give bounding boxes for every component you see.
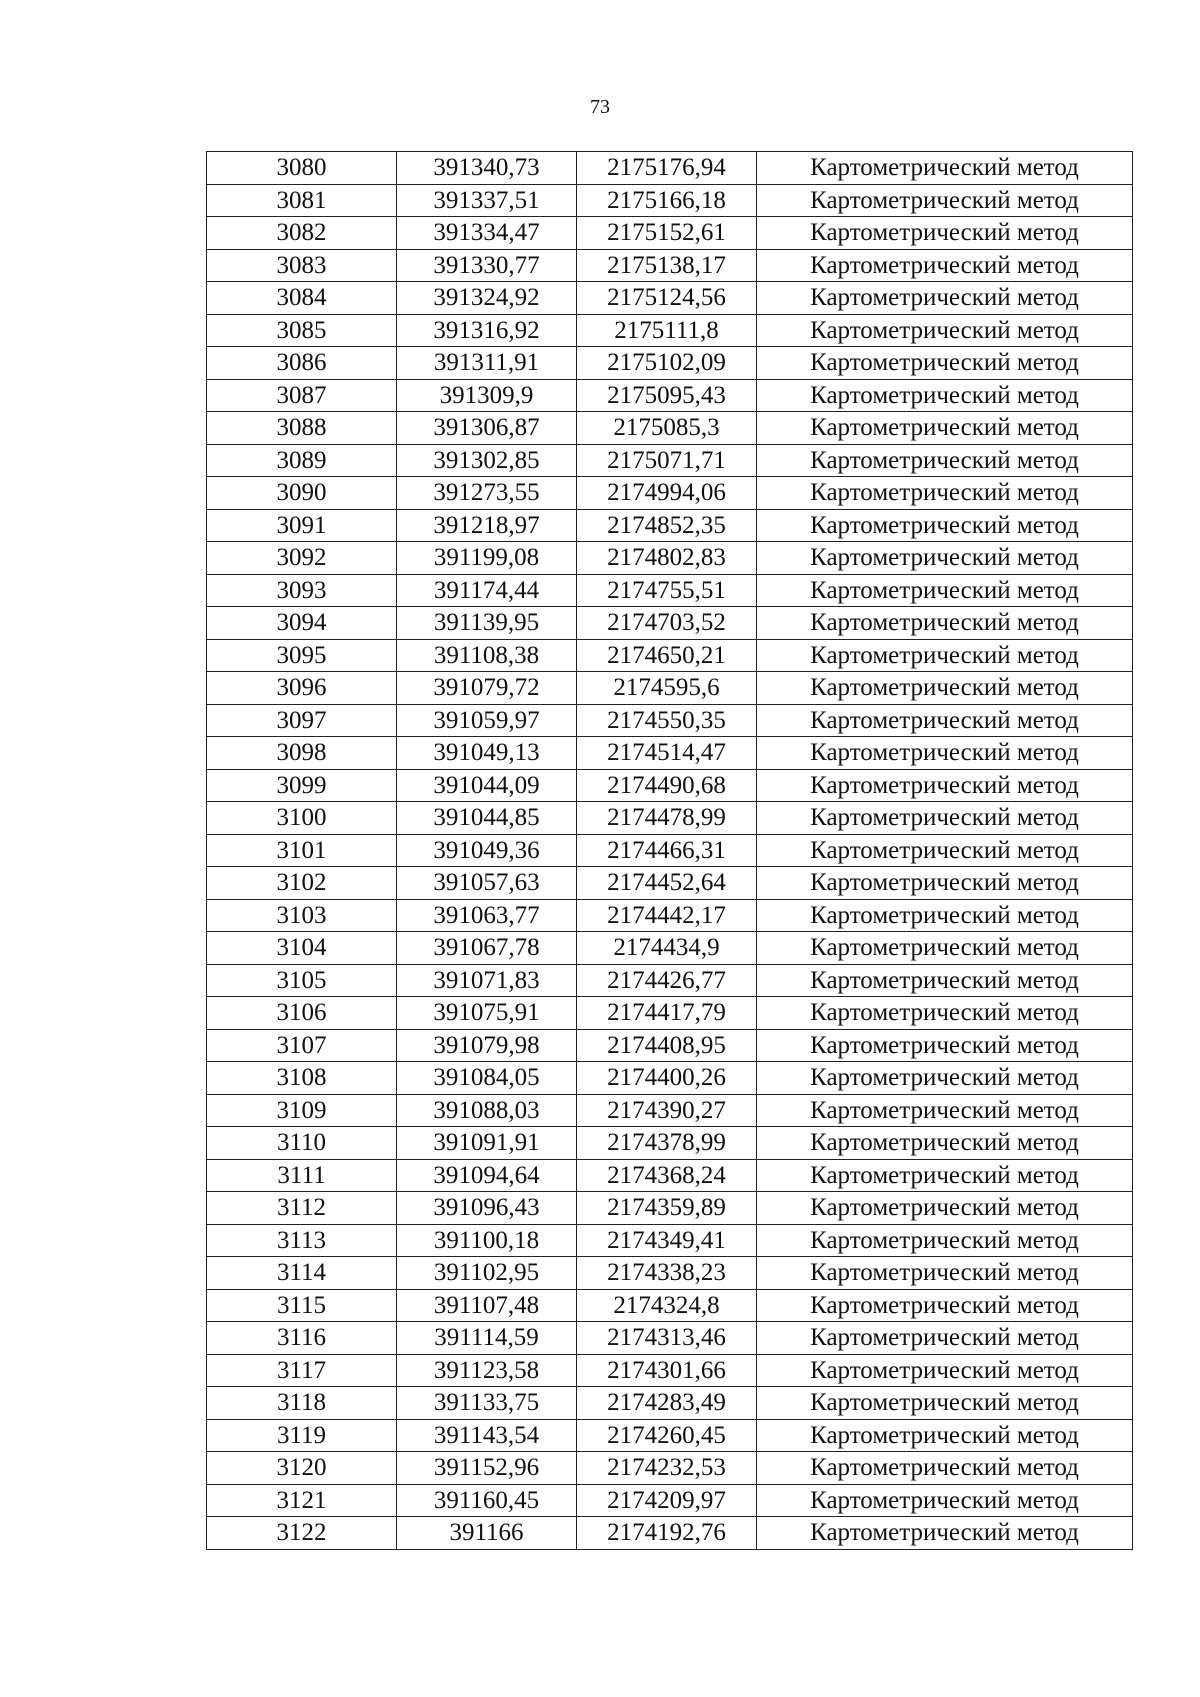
method-cell: Картометрический метод (757, 1094, 1133, 1127)
point-number-cell: 3116 (207, 1322, 397, 1355)
point-number-cell: 3099 (207, 769, 397, 802)
table-row (207, 1354, 1133, 1387)
point-number-cell: 3110 (207, 1127, 397, 1160)
point-number-cell: 3121 (207, 1484, 397, 1517)
y-coordinate-cell: 2174426,77 (577, 964, 757, 997)
method-cell: Картометрический метод (757, 1127, 1133, 1160)
method-cell: Картометрический метод (757, 1257, 1133, 1290)
method-cell: Картометрический метод (757, 1192, 1133, 1225)
y-coordinate-cell: 2174209,97 (577, 1484, 757, 1517)
x-coordinate-cell: 391139,95 (397, 607, 577, 640)
method-cell: Картометрический метод (757, 1354, 1133, 1387)
y-coordinate-cell: 2174466,31 (577, 834, 757, 867)
method-cell: Картометрический метод (757, 834, 1133, 867)
x-coordinate-cell: 391079,98 (397, 1029, 577, 1062)
table-row (207, 1257, 1133, 1290)
y-coordinate-cell: 2175124,56 (577, 282, 757, 315)
x-coordinate-cell: 391100,18 (397, 1224, 577, 1257)
x-coordinate-cell: 391340,73 (397, 152, 577, 185)
x-coordinate-cell: 391309,9 (397, 379, 577, 412)
method-cell: Картометрический метод (757, 607, 1133, 640)
y-coordinate-cell: 2174338,23 (577, 1257, 757, 1290)
point-number-cell: 3097 (207, 704, 397, 737)
y-coordinate-cell: 2174478,99 (577, 802, 757, 835)
method-cell: Картометрический метод (757, 672, 1133, 705)
y-coordinate-cell: 2174802,83 (577, 542, 757, 575)
point-number-cell: 3108 (207, 1062, 397, 1095)
y-coordinate-cell: 2175166,18 (577, 184, 757, 217)
table-row (207, 1127, 1133, 1160)
point-number-cell: 3106 (207, 997, 397, 1030)
table-row (207, 314, 1133, 347)
point-number-cell: 3096 (207, 672, 397, 705)
y-coordinate-cell: 2174490,68 (577, 769, 757, 802)
method-cell: Картометрический метод (757, 282, 1133, 315)
point-number-cell: 3093 (207, 574, 397, 607)
x-coordinate-cell: 391152,96 (397, 1452, 577, 1485)
method-cell: Картометрический метод (757, 1062, 1133, 1095)
method-cell: Картометрический метод (757, 639, 1133, 672)
point-number-cell: 3094 (207, 607, 397, 640)
point-number-cell: 3092 (207, 542, 397, 575)
x-coordinate-cell: 391049,13 (397, 737, 577, 770)
method-cell: Картометрический метод (757, 1159, 1133, 1192)
x-coordinate-cell: 391063,77 (397, 899, 577, 932)
method-cell: Картометрический метод (757, 379, 1133, 412)
point-number-cell: 3080 (207, 152, 397, 185)
point-number-cell: 3105 (207, 964, 397, 997)
y-coordinate-cell: 2175138,17 (577, 249, 757, 282)
y-coordinate-cell: 2174442,17 (577, 899, 757, 932)
method-cell: Картометрический метод (757, 1224, 1133, 1257)
y-coordinate-cell: 2174434,9 (577, 932, 757, 965)
x-coordinate-cell: 391059,97 (397, 704, 577, 737)
x-coordinate-cell: 391330,77 (397, 249, 577, 282)
table-row (207, 1224, 1133, 1257)
x-coordinate-cell: 391334,47 (397, 217, 577, 250)
point-number-cell: 3085 (207, 314, 397, 347)
x-coordinate-cell: 391160,45 (397, 1484, 577, 1517)
x-coordinate-cell: 391094,64 (397, 1159, 577, 1192)
table-row (207, 1419, 1133, 1452)
y-coordinate-cell: 2174368,24 (577, 1159, 757, 1192)
y-coordinate-cell: 2174313,46 (577, 1322, 757, 1355)
point-number-cell: 3086 (207, 347, 397, 380)
method-cell: Картометрический метод (757, 574, 1133, 607)
x-coordinate-cell: 391123,58 (397, 1354, 577, 1387)
method-cell: Картометрический метод (757, 802, 1133, 835)
table-row (207, 769, 1133, 802)
method-cell: Картометрический метод (757, 509, 1133, 542)
y-coordinate-cell: 2174852,35 (577, 509, 757, 542)
point-number-cell: 3103 (207, 899, 397, 932)
method-cell: Картометрический метод (757, 1322, 1133, 1355)
x-coordinate-cell: 391199,08 (397, 542, 577, 575)
x-coordinate-cell: 391075,91 (397, 997, 577, 1030)
point-number-cell: 3107 (207, 1029, 397, 1062)
point-number-cell: 3104 (207, 932, 397, 965)
y-coordinate-cell: 2174359,89 (577, 1192, 757, 1225)
x-coordinate-cell: 391174,44 (397, 574, 577, 607)
y-coordinate-cell: 2174390,27 (577, 1094, 757, 1127)
table-row (207, 152, 1133, 185)
table-row (207, 184, 1133, 217)
x-coordinate-cell: 391133,75 (397, 1387, 577, 1420)
table-row (207, 509, 1133, 542)
table-row (207, 282, 1133, 315)
y-coordinate-cell: 2174994,06 (577, 477, 757, 510)
table-row (207, 1517, 1133, 1550)
y-coordinate-cell: 2175102,09 (577, 347, 757, 380)
point-number-cell: 3098 (207, 737, 397, 770)
table-row (207, 477, 1133, 510)
point-number-cell: 3082 (207, 217, 397, 250)
method-cell: Картометрический метод (757, 997, 1133, 1030)
method-cell: Картометрический метод (757, 184, 1133, 217)
x-coordinate-cell: 391091,91 (397, 1127, 577, 1160)
y-coordinate-cell: 2175152,61 (577, 217, 757, 250)
x-coordinate-cell: 391107,48 (397, 1289, 577, 1322)
y-coordinate-cell: 2174349,41 (577, 1224, 757, 1257)
y-coordinate-cell: 2175095,43 (577, 379, 757, 412)
point-number-cell: 3122 (207, 1517, 397, 1550)
method-cell: Картометрический метод (757, 899, 1133, 932)
table-row (207, 899, 1133, 932)
y-coordinate-cell: 2174301,66 (577, 1354, 757, 1387)
table-row (207, 867, 1133, 900)
y-coordinate-cell: 2174550,35 (577, 704, 757, 737)
table-row (207, 249, 1133, 282)
x-coordinate-cell: 391108,38 (397, 639, 577, 672)
method-cell: Картометрический метод (757, 1289, 1133, 1322)
y-coordinate-cell: 2174260,45 (577, 1419, 757, 1452)
table-row (207, 217, 1133, 250)
table-row (207, 1192, 1133, 1225)
x-coordinate-cell: 391079,72 (397, 672, 577, 705)
point-number-cell: 3089 (207, 444, 397, 477)
x-coordinate-cell: 391302,85 (397, 444, 577, 477)
table-row (207, 704, 1133, 737)
y-coordinate-cell: 2174408,95 (577, 1029, 757, 1062)
x-coordinate-cell: 391096,43 (397, 1192, 577, 1225)
method-cell: Картометрический метод (757, 314, 1133, 347)
x-coordinate-cell: 391316,92 (397, 314, 577, 347)
y-coordinate-cell: 2174755,51 (577, 574, 757, 607)
method-cell: Картометрический метод (757, 1452, 1133, 1485)
table-row (207, 574, 1133, 607)
point-number-cell: 3112 (207, 1192, 397, 1225)
method-cell: Картометрический метод (757, 152, 1133, 185)
x-coordinate-cell: 391044,85 (397, 802, 577, 835)
table-row (207, 1452, 1133, 1485)
method-cell: Картометрический метод (757, 347, 1133, 380)
point-number-cell: 3101 (207, 834, 397, 867)
x-coordinate-cell: 391049,36 (397, 834, 577, 867)
table-row (207, 1387, 1133, 1420)
x-coordinate-cell: 391067,78 (397, 932, 577, 965)
method-cell: Картометрический метод (757, 217, 1133, 250)
table-row (207, 672, 1133, 705)
method-cell: Картометрический метод (757, 704, 1133, 737)
y-coordinate-cell: 2175071,71 (577, 444, 757, 477)
point-number-cell: 3100 (207, 802, 397, 835)
table-row (207, 737, 1133, 770)
point-number-cell: 3091 (207, 509, 397, 542)
point-number-cell: 3088 (207, 412, 397, 445)
table-row (207, 834, 1133, 867)
table-row (207, 379, 1133, 412)
y-coordinate-cell: 2174324,8 (577, 1289, 757, 1322)
y-coordinate-cell: 2174452,64 (577, 867, 757, 900)
table-row (207, 347, 1133, 380)
x-coordinate-cell: 391166 (397, 1517, 577, 1550)
x-coordinate-cell: 391057,63 (397, 867, 577, 900)
point-number-cell: 3114 (207, 1257, 397, 1290)
point-number-cell: 3115 (207, 1289, 397, 1322)
method-cell: Картометрический метод (757, 249, 1133, 282)
coordinates-table (206, 151, 1133, 1550)
x-coordinate-cell: 391114,59 (397, 1322, 577, 1355)
table-row (207, 444, 1133, 477)
method-cell: Картометрический метод (757, 542, 1133, 575)
y-coordinate-cell: 2175111,8 (577, 314, 757, 347)
y-coordinate-cell: 2174650,21 (577, 639, 757, 672)
table-row (207, 964, 1133, 997)
method-cell: Картометрический метод (757, 964, 1133, 997)
x-coordinate-cell: 391143,54 (397, 1419, 577, 1452)
table-row (207, 412, 1133, 445)
method-cell: Картометрический метод (757, 867, 1133, 900)
method-cell: Картометрический метод (757, 1517, 1133, 1550)
coordinates-table-body (207, 152, 1133, 1550)
point-number-cell: 3119 (207, 1419, 397, 1452)
y-coordinate-cell: 2175085,3 (577, 412, 757, 445)
y-coordinate-cell: 2174283,49 (577, 1387, 757, 1420)
page-number: 73 (590, 96, 610, 118)
point-number-cell: 3095 (207, 639, 397, 672)
method-cell: Картометрический метод (757, 477, 1133, 510)
point-number-cell: 3111 (207, 1159, 397, 1192)
x-coordinate-cell: 391306,87 (397, 412, 577, 445)
x-coordinate-cell: 391102,95 (397, 1257, 577, 1290)
point-number-cell: 3120 (207, 1452, 397, 1485)
point-number-cell: 3109 (207, 1094, 397, 1127)
y-coordinate-cell: 2174378,99 (577, 1127, 757, 1160)
method-cell: Картометрический метод (757, 1484, 1133, 1517)
point-number-cell: 3102 (207, 867, 397, 900)
table-row (207, 1029, 1133, 1062)
table-row (207, 1289, 1133, 1322)
x-coordinate-cell: 391337,51 (397, 184, 577, 217)
y-coordinate-cell: 2175176,94 (577, 152, 757, 185)
x-coordinate-cell: 391071,83 (397, 964, 577, 997)
x-coordinate-cell: 391273,55 (397, 477, 577, 510)
point-number-cell: 3090 (207, 477, 397, 510)
table-row (207, 607, 1133, 640)
method-cell: Картометрический метод (757, 1387, 1133, 1420)
x-coordinate-cell: 391324,92 (397, 282, 577, 315)
table-row (207, 639, 1133, 672)
table-row (207, 1062, 1133, 1095)
point-number-cell: 3084 (207, 282, 397, 315)
method-cell: Картометрический метод (757, 412, 1133, 445)
point-number-cell: 3113 (207, 1224, 397, 1257)
method-cell: Картометрический метод (757, 769, 1133, 802)
x-coordinate-cell: 391088,03 (397, 1094, 577, 1127)
method-cell: Картометрический метод (757, 737, 1133, 770)
point-number-cell: 3087 (207, 379, 397, 412)
table-row (207, 1094, 1133, 1127)
y-coordinate-cell: 2174417,79 (577, 997, 757, 1030)
y-coordinate-cell: 2174703,52 (577, 607, 757, 640)
table-row (207, 1159, 1133, 1192)
y-coordinate-cell: 2174192,76 (577, 1517, 757, 1550)
table-row (207, 1484, 1133, 1517)
point-number-cell: 3118 (207, 1387, 397, 1420)
x-coordinate-cell: 391311,91 (397, 347, 577, 380)
table-row (207, 802, 1133, 835)
table-row (207, 997, 1133, 1030)
point-number-cell: 3117 (207, 1354, 397, 1387)
table-row (207, 1322, 1133, 1355)
x-coordinate-cell: 391084,05 (397, 1062, 577, 1095)
x-coordinate-cell: 391044,09 (397, 769, 577, 802)
y-coordinate-cell: 2174514,47 (577, 737, 757, 770)
x-coordinate-cell: 391218,97 (397, 509, 577, 542)
y-coordinate-cell: 2174232,53 (577, 1452, 757, 1485)
y-coordinate-cell: 2174400,26 (577, 1062, 757, 1095)
method-cell: Картометрический метод (757, 444, 1133, 477)
method-cell: Картометрический метод (757, 1419, 1133, 1452)
y-coordinate-cell: 2174595,6 (577, 672, 757, 705)
table-row (207, 932, 1133, 965)
point-number-cell: 3083 (207, 249, 397, 282)
method-cell: Картометрический метод (757, 1029, 1133, 1062)
point-number-cell: 3081 (207, 184, 397, 217)
table-row (207, 542, 1133, 575)
method-cell: Картометрический метод (757, 932, 1133, 965)
